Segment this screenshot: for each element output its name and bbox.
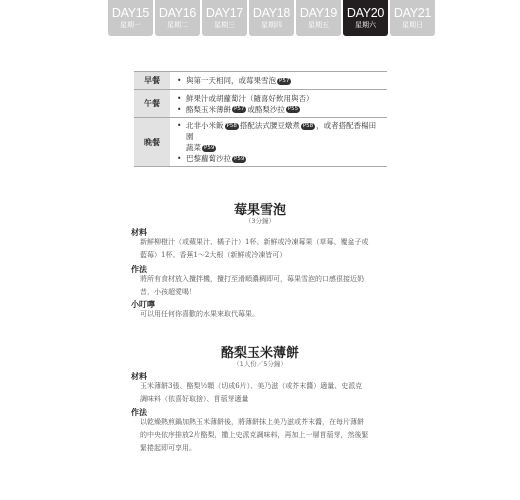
tab-weekday-label: 星期五 (308, 21, 329, 29)
paragraph-line: 玉米薄餅3張、酪梨½顆（切成6片）、美乃滋（或芥末醬）適量、史派克 (140, 382, 363, 390)
list-item (176, 104, 381, 115)
paragraph-line: 調味料（依喜好取捨）、苜蓿芽適量 (140, 395, 249, 403)
method-heading: 作法 (131, 265, 147, 274)
tab-day-label: DAY16 (158, 6, 197, 20)
menu-item-text: 或酪梨沙拉 (247, 104, 285, 114)
tab-day-label: DAY15 (111, 6, 150, 20)
ingredients-heading: 材料 (131, 228, 147, 237)
tab-day-label: DAY19 (299, 6, 338, 20)
paragraph-line: 新鮮柳橙汁（或蘋果汁、橘子汁）1杯、新鮮或冷凍莓果（草莓、覆盆子或 (140, 238, 369, 246)
menu-item-text: ，或者搭配香楊田園 (186, 121, 377, 141)
list-item (176, 120, 381, 153)
paragraph-line: 昔，小孩超愛喝！ (140, 288, 196, 296)
menu-item-text: 蔬菜 (186, 143, 201, 152)
meal-menu-table (134, 71, 387, 167)
method-text (140, 416, 395, 455)
tab-day21[interactable] (390, 0, 435, 36)
page-badge: P59 (234, 155, 245, 162)
lunch-items (170, 90, 387, 118)
menu-item-text: 北非小米飯 (186, 121, 224, 130)
recipe-serving: （3分鐘） (244, 217, 276, 225)
tab-day-label: DAY17 (205, 6, 244, 20)
paragraph-line: 的中央依序排放2片酪梨，撒上史派克調味料，再加上一層苜蓿芽，然後緊 (140, 431, 369, 439)
dinner-row (134, 118, 387, 167)
page-badge: P58 (226, 122, 237, 129)
menu-item-text: 巴黎蘿蔔沙拉 (186, 154, 231, 163)
paragraph-line: 緊捲起即可享用。 (140, 444, 196, 452)
tab-day20[interactable] (343, 0, 388, 36)
tab-day18[interactable] (249, 0, 294, 36)
tab-day-label: DAY18 (252, 6, 291, 20)
menu-item-text: 搭配法式腰豆燉煮 (239, 121, 300, 130)
tab-day-label: DAY20 (346, 6, 385, 20)
tab-day19[interactable] (296, 0, 341, 36)
tab-weekday-label: 星期二 (167, 21, 188, 29)
tab-weekday-label: 星期日 (402, 21, 423, 29)
list-item (176, 153, 381, 164)
ingredients-heading: 材料 (131, 372, 147, 381)
recipe-title: 酪梨玉米薄餅 (220, 346, 299, 361)
tab-day15[interactable] (108, 0, 153, 36)
menu-item-text: 與第一天相同，或莓果雪泡 (186, 76, 276, 85)
tip-heading: 小叮嚀 (131, 300, 155, 309)
page-badge: P58 (302, 122, 314, 129)
tab-day17[interactable] (202, 0, 247, 36)
tab-weekday-label: 星期一 (120, 21, 141, 29)
tab-weekday-label: 星期三 (214, 21, 235, 29)
page-badge: P59 (204, 144, 215, 151)
tab-day16[interactable] (155, 0, 200, 36)
lunch-row (134, 90, 387, 118)
method-text (140, 273, 395, 299)
day-tabs (108, 0, 435, 36)
list-item (176, 93, 381, 104)
method-heading: 作法 (131, 408, 147, 417)
breakfast-row (134, 72, 387, 90)
recipe-serving: （1人份／5分鐘） (233, 360, 287, 368)
tip-text (140, 308, 395, 321)
page-badge: P57 (279, 77, 290, 84)
meal-label-dinner: 晚餐 (134, 118, 170, 167)
dinner-items (170, 118, 387, 167)
meal-label-breakfast: 早餐 (134, 72, 170, 90)
paragraph-line: 可以用任何你喜歡的水果來取代莓果。 (140, 310, 259, 318)
menu-item-text: 酪梨玉米薄餅 (186, 104, 231, 114)
tab-day-label: DAY21 (393, 6, 432, 20)
breakfast-items (170, 72, 387, 90)
recipe-title: 莓果雪泡 (233, 203, 286, 218)
tab-weekday-label: 星期四 (261, 21, 282, 29)
menu-item-text: 鮮果汁或胡蘿蔔汁（隨喜好飲用與否） (186, 93, 314, 103)
page-badge: P55 (287, 106, 299, 112)
ingredients-text (140, 236, 395, 262)
meal-label-lunch: 午餐 (134, 90, 170, 118)
ingredients-text (140, 380, 395, 406)
page-badge: P57 (234, 106, 245, 112)
list-item (176, 75, 381, 86)
paragraph-line: 以乾燥熱煎鍋加熱玉米薄餅後，將薄餅抹上美乃滋或芥末醬，在每片薄餅 (140, 418, 364, 426)
paragraph-line: 藍莓）1杯、香蕉1～2大根（新鮮或冷凍皆可） (140, 251, 287, 259)
tab-weekday-label: 星期六 (355, 21, 376, 29)
paragraph-line: 將所有食材放入攪拌機，攪打至滑順濃稠即可，莓果雪泡的口感很接近奶 (140, 275, 364, 283)
